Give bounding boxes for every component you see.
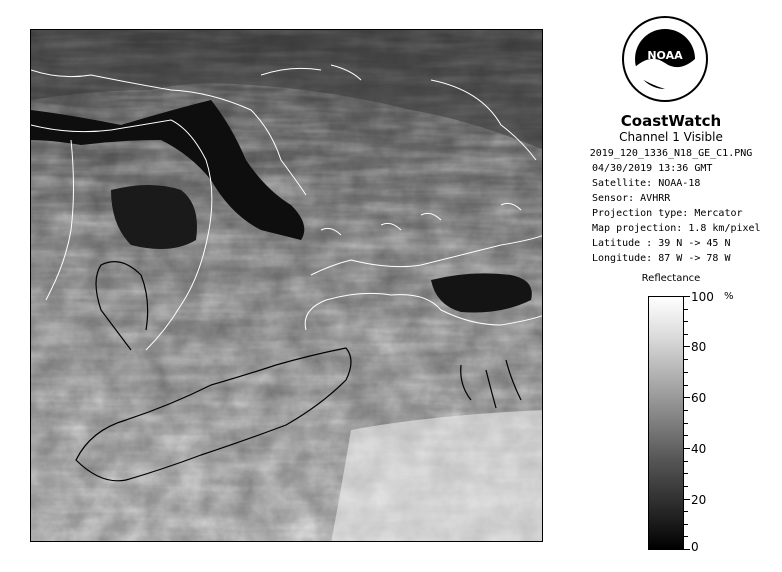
- sensor-text: Sensor: AVHRR: [592, 193, 671, 204]
- tick-label-0: 0: [691, 540, 699, 554]
- tick-label-100: 100: [691, 290, 714, 304]
- colorbar-minor-tick: [684, 524, 688, 525]
- colorbar-minor-tick: [684, 511, 688, 512]
- tick-label-20: 20: [691, 493, 707, 507]
- colorbar-minor-tick: [684, 385, 688, 386]
- colorbar-minor-tick: [684, 536, 688, 537]
- tick-20: [684, 499, 690, 500]
- tick-0: [684, 549, 690, 550]
- tick-80: [684, 346, 690, 347]
- colorbar-minor-tick: [684, 435, 688, 436]
- colorbar-minor-tick: [684, 473, 688, 474]
- noaa-logo: [621, 15, 709, 103]
- datetime-text: 04/30/2019 13:36 GMT: [592, 163, 713, 174]
- legend-title: Reflectance: [641, 273, 701, 284]
- map-image: [31, 30, 543, 542]
- colorbar-minor-tick: [684, 334, 688, 335]
- tick-label-80: 80: [691, 340, 707, 354]
- channel-subtitle: Channel 1 Visible: [619, 130, 723, 144]
- projection-type-text: Projection type: Mercator: [592, 208, 743, 219]
- colorbar-minor-tick: [684, 423, 688, 424]
- reflectance-colorbar: [648, 296, 684, 550]
- colorbar-minor-tick: [684, 410, 688, 411]
- tick-100: [684, 296, 690, 297]
- colorbar-minor-tick: [684, 359, 688, 360]
- satellite-text: Satellite: NOAA-18: [592, 178, 701, 189]
- noaa-logo-icon: [621, 15, 709, 103]
- colorbar-minor-tick: [684, 372, 688, 373]
- colorbar-minor-tick: [684, 486, 688, 487]
- noaa-logo-text: NOAA: [647, 49, 683, 62]
- app-title: CoastWatch: [620, 112, 722, 130]
- info-panel: [560, 0, 782, 572]
- tick-label-40: 40: [691, 442, 707, 456]
- filename-text: 2019_120_1336_N18_GE_C1.PNG: [589, 148, 753, 159]
- tick-60: [684, 397, 690, 398]
- colorbar-minor-tick: [684, 321, 688, 322]
- longitude-text: Longitude: 87 W -> 78 W: [592, 253, 731, 264]
- legend-unit: %: [724, 291, 734, 302]
- map-projection-text: Map projection: 1.8 km/pixel: [592, 223, 761, 234]
- tick-40: [684, 448, 690, 449]
- tick-label-60: 60: [691, 391, 707, 405]
- latitude-text: Latitude : 39 N -> 45 N: [592, 238, 731, 249]
- satellite-map: [30, 29, 543, 542]
- colorbar-minor-tick: [684, 309, 688, 310]
- colorbar-minor-tick: [684, 461, 688, 462]
